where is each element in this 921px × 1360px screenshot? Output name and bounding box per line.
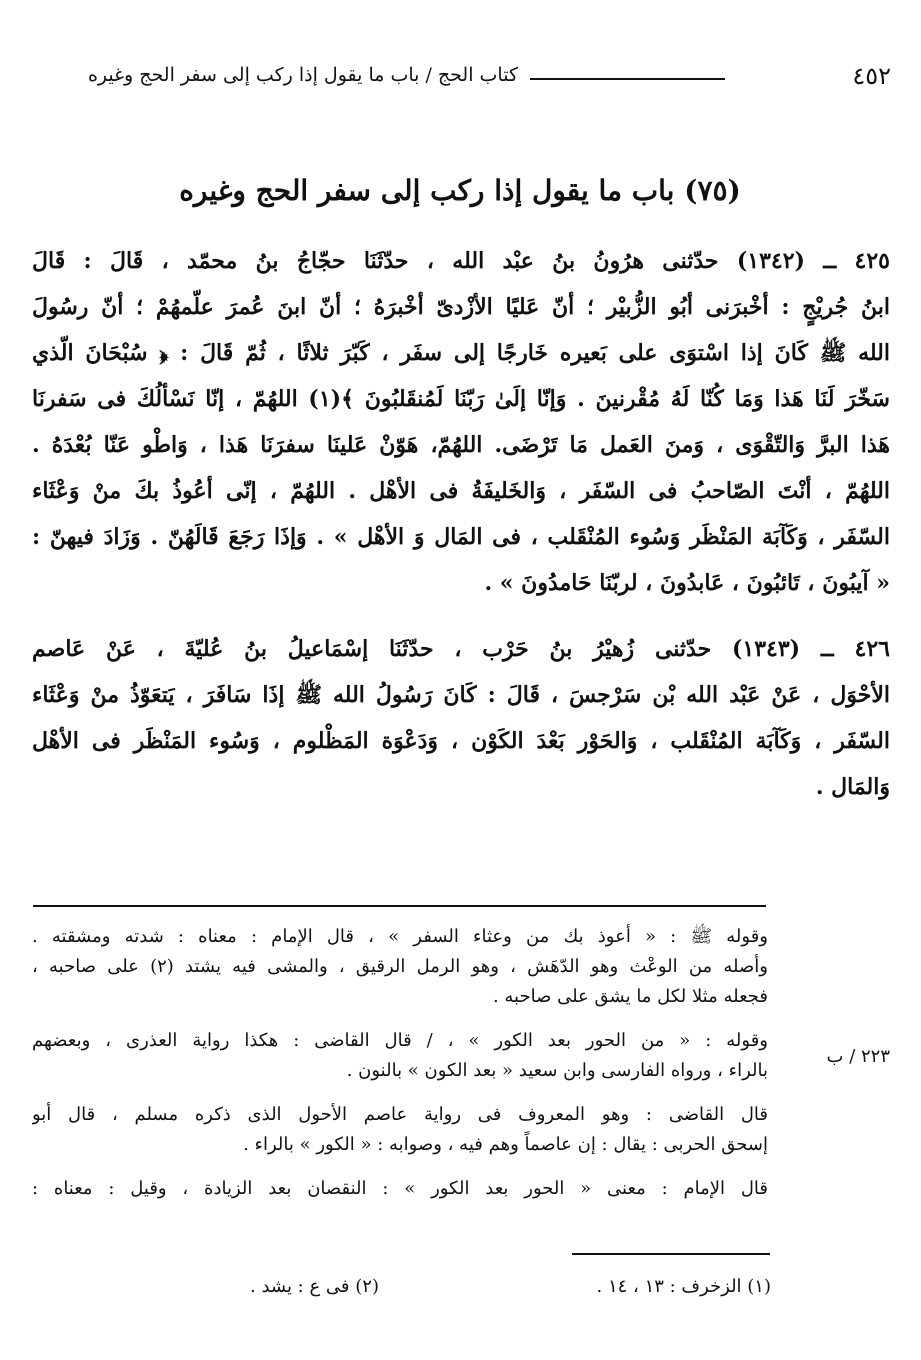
commentary-rule [33,905,766,907]
commentary-line: فجعله مثلا لكل ما يشق على صاحبه . [492,986,768,1007]
footnote-rule [572,1253,770,1255]
text-line: الله ﷺ كَانَ إذا اسْتوَى على بَعيره خَارجًا إلى سفَر ، كَبّرَ ثلاثًا ، ثُمّ قَالَ : ﴿ سُبْحَانَ الّذي [32,340,890,366]
commentary-line: وأصله من الوعْث وهو الدّهَش ، وهو الرمل الرقيق ، والمشى فيه يشتد (٢) على صاحبه ، [32,956,768,977]
hadith-425 [32,238,890,606]
commentary-paragraph [32,922,768,1012]
commentary-paragraph [32,1026,768,1086]
commentary-paragraph [32,1174,768,1204]
text-line: ٤٢٦ ــ (١٣٤٣) حدّثنى زُهيْرُ بنُ حَرْب ، حدّثَنَا إسْمَاعيلُ بنُ عُليّةَ ، عَنْ عَاصم [32,636,890,662]
text-line: الأحْوَل ، عَنْ عَبْد الله بْن سَرْجسَ ، قَالَ : كَانَ رَسُولُ الله ﷺ إذَا سَافَرَ ، يَتعَوّذُ منْ وَعْثَاء [32,682,890,708]
commentary-line: وقوله ﷺ : « أعوذ بك من وعثاء السفر » ، قال الإمام : معناه : شدته ومشقته . [32,926,768,947]
text-line: « آيبُونَ ، تَائبُونَ ، عَابدُونَ ، لربّنَا حَامدُونَ » . [484,570,890,596]
hadith-426 [32,626,890,810]
footnote-1: (١) الزخرف : ١٣ ، ١٤ . [596,1276,771,1297]
margin-reference: ٢٢٣ / ب [826,1046,890,1067]
running-title: كتاب الحج / باب ما يقول إذا ركب إلى سفر الحج وغيره [87,64,518,86]
chapter-title: (٧٥) باب ما يقول إذا ركب إلى سفر الحج وغيره [179,174,741,207]
commentary-line: بالراء ، ورواه الفارسى وابن سعيد « بعد الكون » بالنون . [346,1060,768,1081]
text-line: وَالمَال . [815,774,890,800]
commentary-line: قال الإمام : معنى « الحور بعد الكور » : النقصان بعد الزيادة ، وقيل : معناه : [32,1178,768,1199]
commentary-line: إسحق الحربى : يقال : إن عاصماً وهم فيه ، وصوابه : « الكور » بالراء . [243,1134,768,1155]
main-text [32,238,890,810]
commentary-line: وقوله : « من الحور بعد الكور » ، / قال القاضى : هكذا رواية العذرى ، وبعضهم [32,1030,768,1051]
footnote-2: (٢) فى ع : يشد . [250,1276,379,1297]
text-line: السّفَر ، وَكَآبَة المُنْقَلب ، وَالحَوْر بَعْدَ الكَوْن ، وَدَعْوَة المَظْلوم ، وَسُوء المَنْظَر فى الأهْل [32,728,890,754]
header-rule [530,78,725,80]
text-line: السّفَر ، وَكَآبَة المَنْظَر وَسُوء المُنْقَلب ، فى المَال وَ الأهْل » . وَإذَا رَجَعَ قَالَهُنّ . وَزَادَ فيهنّ : [32,524,890,550]
commentary-paragraph [32,1100,768,1160]
commentary-line: قال القاضى : وهو المعروف فى رواية عاصم الأحول الذى ذكره مسلم ، قال أبو [32,1104,768,1125]
text-line: اللهُمّ ، أنْتَ الصّاحبُ فى السّفَر ، وَالخَليفَةُ فى الأهْل . اللهُمّ ، إنّى أعُوذُ بكَ منْ وَعْثَاء [32,478,890,504]
text-line: هَذا البرَّ وَالتّقْوَى ، وَمنَ العَمل مَا تَرْضَى. اللهُمّ، هَوّنْ عَلينَا سفرَنَا هَذا ، وَاطْو عَنّا بُعْدَهُ . [32,432,890,458]
page-number: ٤٥٢ [852,62,891,90]
text-line: سَخّرَ لَنَا هَذا وَمَا كُنّا لَهُ مُقْرنينَ . وَإنّا إلَىٰ رَبّنَا لَمُنقَلبُونَ ﴾(١) اللهُمّ ، إنّا نَسْألُكَ فى سَفرنَا [32,386,890,412]
commentary-block [32,922,768,1204]
text-line: ابنُ جُريْجٍ : أخْبرَنى أبُو الزُّبيْر ؛ أنّ عَليًا الأزْدىّ أخْبرَهُ ؛ أنّ ابنَ عُمرَ علّمهُمْ ؛ أنّ رسُولَ [32,294,890,320]
text-line: ٤٢٥ ــ (١٣٤٢) حدّثنى هرُونُ بنُ عبْد الله ، حدّثَنَا حجّاجُ بنُ محمّد ، قَالَ : قَالَ [32,248,890,274]
